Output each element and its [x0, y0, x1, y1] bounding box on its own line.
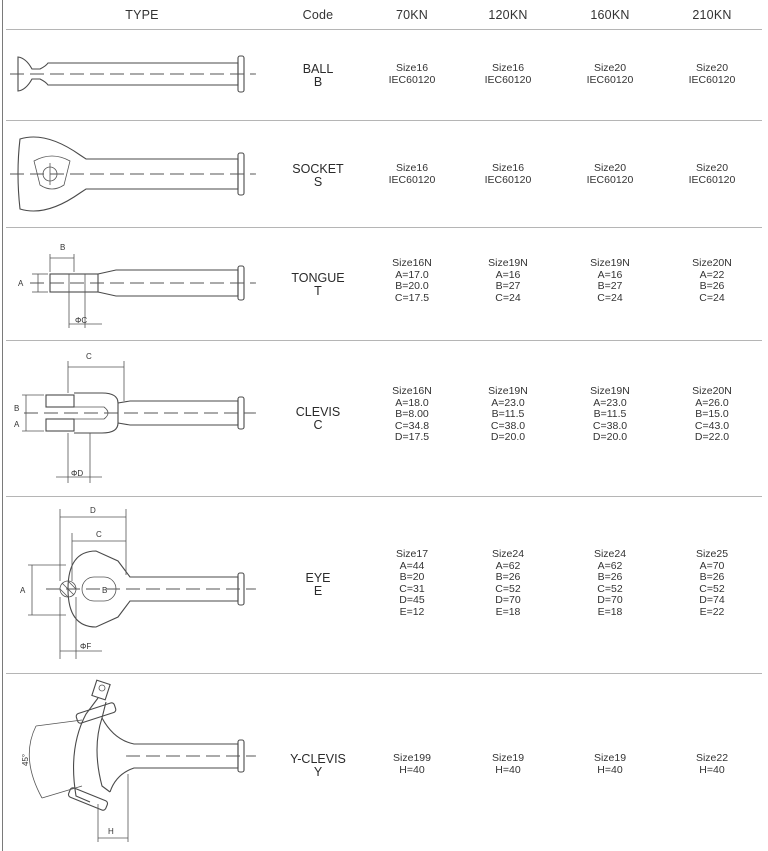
spec-line: C=38.0: [490, 419, 526, 432]
tongue-fitting-drawing: [6, 228, 278, 340]
spec-cell-160kn: [568, 163, 652, 186]
dimension-label-b: B: [60, 243, 66, 252]
code-cell: [286, 406, 350, 432]
spec-line: B=20.0: [395, 280, 429, 293]
spec-line: Size16N: [392, 257, 432, 269]
spec-cell-120kn: [466, 386, 550, 444]
spec-line: Size20N: [692, 257, 732, 269]
spec-line: C=17.5: [394, 291, 430, 304]
eye-fitting-drawing: [6, 497, 278, 673]
dimension-label-f: ΦF: [80, 642, 92, 651]
spec-line: Size25: [695, 548, 729, 560]
spec-line: A=16: [495, 268, 521, 281]
spec-line: A=22: [699, 268, 725, 281]
socket-end-fitting-icon: [6, 121, 278, 227]
spec-line: C=34.8: [394, 419, 430, 432]
table-row-ball: [6, 30, 762, 120]
spec-line: D=20.0: [592, 431, 628, 444]
spec-cell-70kn: [370, 753, 454, 776]
spec-line: H=40: [495, 763, 521, 776]
dimension-label-a: A: [18, 279, 24, 288]
spec-cell-160kn: [568, 386, 652, 444]
spec-line: Size24: [491, 548, 525, 560]
table-row-clevis: [6, 341, 762, 496]
spec-cell-210kn: [670, 386, 754, 444]
spec-line: C=24: [495, 291, 521, 304]
spec-line: D=45: [399, 594, 425, 607]
spec-line: Size24: [593, 548, 627, 560]
spec-line: B=26: [495, 571, 521, 584]
spec-line: Size17: [395, 548, 429, 560]
spec-line: Size16: [395, 62, 429, 74]
spec-line: B=27: [597, 280, 623, 293]
spec-cell-70kn: [370, 63, 454, 86]
table-row-socket: [6, 121, 762, 227]
spec-cell-120kn: [466, 163, 550, 186]
spec-cell-210kn: [670, 163, 754, 186]
y-clevis-fitting-drawing: [6, 674, 278, 851]
spec-line: A=23.0: [491, 396, 525, 409]
dimension-label-b: B: [102, 586, 108, 595]
spec-line: Size20: [695, 62, 729, 74]
code-letter: Y: [313, 765, 323, 779]
socket-fitting-drawing: [6, 121, 278, 227]
spec-line: Size19N: [590, 257, 630, 269]
table-row-y-clevis: [6, 674, 762, 851]
angle-label: 45°: [21, 753, 30, 766]
spec-line: Size16N: [392, 385, 432, 397]
dimension-label-h: H: [108, 827, 114, 836]
ball-end-fitting-icon: [6, 30, 278, 120]
spec-line: Size20N: [692, 385, 732, 397]
clevis-fitting-drawing: [6, 341, 278, 496]
spec-line: A=62: [597, 559, 623, 572]
spec-line: C=31: [399, 582, 425, 595]
code-letter: T: [314, 284, 322, 298]
code-letter: S: [313, 175, 323, 189]
spec-line: E=18: [495, 605, 521, 618]
spec-line: A=23.0: [593, 396, 627, 409]
spec-line: Size16: [491, 62, 525, 74]
code-cell: [286, 272, 350, 298]
spec-line: IEC60120: [586, 73, 634, 86]
spec-line: IEC60120: [688, 73, 736, 86]
spec-line: IEC60120: [484, 73, 532, 86]
spec-line: IEC60120: [388, 73, 436, 86]
spec-line: C=43.0: [694, 419, 730, 432]
spec-line: A=62: [495, 559, 521, 572]
dimension-label-d: D: [90, 506, 96, 515]
spec-line: Size16: [491, 162, 525, 174]
dimension-label-b: B: [14, 404, 20, 413]
spec-cell-160kn: [568, 753, 652, 776]
spec-line: IEC60120: [688, 173, 736, 186]
code-name: EYE: [305, 571, 331, 585]
spec-line: B=27: [495, 280, 521, 293]
table-header: [6, 0, 762, 30]
spec-line: B=20: [399, 571, 425, 584]
table-left-border: [2, 0, 3, 851]
spec-line: E=22: [699, 605, 725, 618]
dimension-label-d: ΦD: [71, 469, 84, 478]
spec-line: H=40: [699, 763, 725, 776]
spec-line: E=18: [597, 605, 623, 618]
code-cell: [286, 572, 350, 598]
spec-cell-210kn: [670, 63, 754, 86]
eye-end-fitting-icon: [6, 497, 278, 673]
spec-line: B=26: [597, 571, 623, 584]
dimension-label-c: C: [86, 352, 92, 361]
spec-cell-210kn: [670, 549, 754, 619]
dimension-label-c: C: [96, 530, 102, 539]
spec-line: D=74: [699, 594, 725, 607]
spec-cell-120kn: [466, 258, 550, 304]
code-cell: [286, 753, 350, 779]
code-name: Y-CLEVIS: [290, 752, 346, 766]
spec-line: B=26: [699, 571, 725, 584]
spec-line: D=20.0: [490, 431, 526, 444]
code-cell: [286, 63, 350, 89]
code-cell: [286, 163, 350, 189]
spec-line: D=17.5: [394, 431, 430, 444]
header-code: Code: [302, 8, 334, 22]
spec-line: Size20: [695, 162, 729, 174]
spec-line: Size19N: [590, 385, 630, 397]
spec-line: C=52: [597, 582, 623, 595]
header-load-210kn: 210KN: [692, 8, 732, 22]
spec-line: A=44: [399, 559, 425, 572]
header-load-160kn: 160KN: [590, 8, 630, 22]
header-type: TYPE: [125, 8, 159, 22]
spec-line: C=38.0: [592, 419, 628, 432]
spec-line: Size20: [593, 162, 627, 174]
code-letter: C: [313, 418, 323, 432]
header-load-120kn: 120KN: [488, 8, 528, 22]
spec-line: H=40: [399, 763, 425, 776]
spec-cell-120kn: [466, 753, 550, 776]
spec-line: E=12: [399, 605, 425, 618]
spec-line: B=11.5: [593, 408, 627, 421]
spec-line: B=11.5: [491, 408, 525, 421]
spec-line: A=26.0: [695, 396, 729, 409]
spec-cell-70kn: [370, 163, 454, 186]
y-clevis-end-fitting-icon: [6, 674, 278, 851]
dimension-label-a: A: [20, 586, 26, 595]
code-name: CLEVIS: [295, 405, 341, 419]
spec-cell-210kn: [670, 753, 754, 776]
spec-line: IEC60120: [388, 173, 436, 186]
spec-line: A=18.0: [395, 396, 429, 409]
code-letter: B: [313, 75, 323, 89]
spec-cell-70kn: [370, 549, 454, 619]
spec-line: Size199: [393, 752, 431, 764]
spec-line: Size19: [491, 752, 525, 764]
spec-line: C=24: [699, 291, 725, 304]
spec-line: B=15.0: [695, 408, 729, 421]
spec-cell-160kn: [568, 63, 652, 86]
spec-line: H=40: [597, 763, 623, 776]
spec-line: Size19: [593, 752, 627, 764]
clevis-end-fitting-icon: [6, 341, 278, 496]
spec-line: C=52: [495, 582, 521, 595]
spec-cell-70kn: [370, 386, 454, 444]
spec-line: C=52: [699, 582, 725, 595]
spec-cell-120kn: [466, 63, 550, 86]
spec-line: A=16: [597, 268, 623, 281]
spec-cell-210kn: [670, 258, 754, 304]
header-load-70kn: 70KN: [395, 8, 429, 22]
spec-line: Size16: [395, 162, 429, 174]
spec-line: IEC60120: [586, 173, 634, 186]
spec-line: Size19N: [488, 385, 528, 397]
spec-line: Size22: [695, 752, 729, 764]
spec-line: A=17.0: [395, 268, 429, 281]
spec-line: Size20: [593, 62, 627, 74]
dimension-label-c: ΦC: [75, 316, 88, 325]
spec-cell-160kn: [568, 258, 652, 304]
spec-cell-70kn: [370, 258, 454, 304]
code-letter: E: [313, 584, 323, 598]
spec-line: B=8.00: [395, 408, 429, 421]
spec-line: D=70: [495, 594, 521, 607]
code-name: SOCKET: [292, 162, 344, 176]
table-row-tongue: [6, 228, 762, 340]
spec-line: D=22.0: [694, 431, 730, 444]
spec-line: IEC60120: [484, 173, 532, 186]
code-name: TONGUE: [291, 271, 345, 285]
spec-line: B=26: [699, 280, 725, 293]
code-name: BALL: [302, 62, 334, 76]
spec-line: A=70: [699, 559, 725, 572]
spec-line: Size19N: [488, 257, 528, 269]
ball-fitting-drawing: [6, 30, 278, 120]
spec-line: D=70: [597, 594, 623, 607]
spec-cell-160kn: [568, 549, 652, 619]
dimension-label-a: A: [14, 420, 20, 429]
spec-cell-120kn: [466, 549, 550, 619]
table-row-eye: [6, 497, 762, 673]
spec-line: C=24: [597, 291, 623, 304]
tongue-end-fitting-icon: [6, 228, 278, 340]
